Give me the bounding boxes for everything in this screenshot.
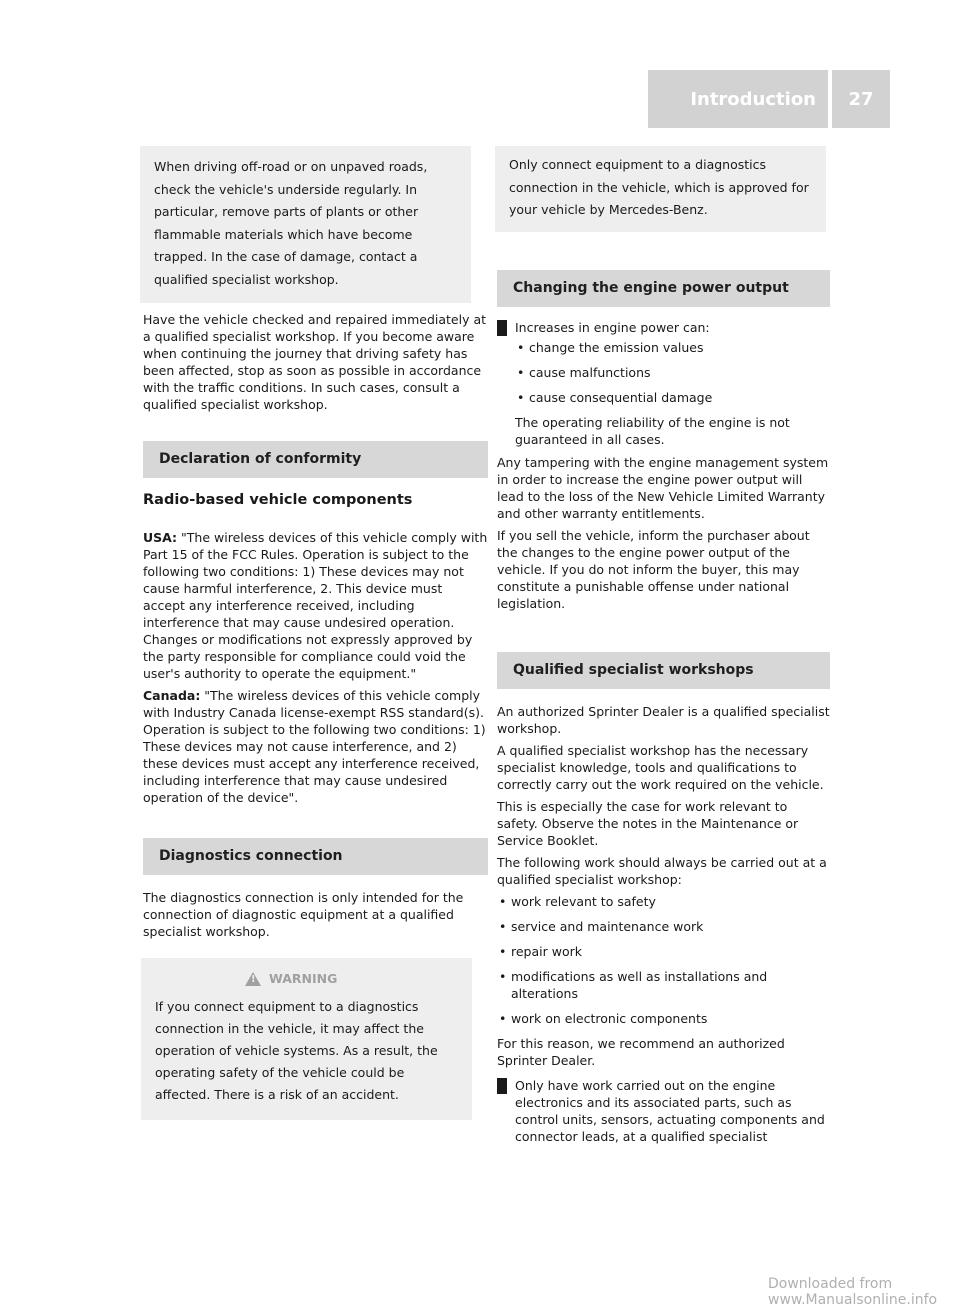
connect-note-box: [495, 146, 826, 232]
left-column: [143, 146, 488, 1120]
safety-paragraph: This is especially the case for work relevant to safety. Observe the notes in the Maintenance or Service Booklet.: [497, 798, 799, 848]
footer-watermark: Downloaded from www.Manualsonline.info: [768, 1276, 938, 1308]
list-item: • repair work: [509, 943, 830, 960]
usa-label: USA:: [143, 530, 178, 545]
usa-paragraph: [143, 529, 488, 682]
radio-subheading: Radio-based vehicle components: [143, 492, 413, 508]
workshop-work-list: [497, 893, 830, 1027]
page-number: 27: [832, 70, 890, 128]
declaration-heading: Declaration of conformity: [143, 441, 488, 478]
sell-paragraph: If you sell the vehicle, inform the purchaser about the changes to the engine power output of the vehicle. If you do not inform the buyer, this may constitute a punishable offense under national legislation.: [497, 527, 810, 611]
list-item: • change the emission values: [527, 339, 830, 356]
list-item: • work relevant to safety: [509, 893, 830, 910]
canada-paragraph: [143, 687, 488, 806]
notice-icon: [497, 320, 507, 336]
notice-icon: [497, 1078, 507, 1094]
workshops-heading: Qualified specialist workshops: [497, 652, 830, 689]
dealer-paragraph: An authorized Sprinter Dealer is a qualified specialist workshop.: [497, 703, 830, 736]
right-column: [497, 146, 830, 1151]
list-item: • cause malfunctions: [527, 364, 830, 381]
warning-label: WARNING: [269, 971, 338, 986]
engine-notice-body: [515, 319, 830, 448]
list-item: • cause consequential damage: [527, 389, 830, 406]
recommend-paragraph: For this reason, we recommend an authorized Sprinter Dealer.: [497, 1035, 785, 1068]
usa-text: "The wireless devices of this vehicle comply with Part 15 of the FCC Rules. Operation is subject to the following two conditions: 1) These devices may not cause harmful interference, 2. This device must accept any interference received, including interference that may cause undesired operation. Changes or modifications not expressly approved by the party responsible for compliance could void the user's authority to operate the equipment.": [143, 530, 488, 681]
knowledge-paragraph: A qualified specialist workshop has the necessary specialist knowledge, tools and qualifications to correctly carry out the work required on the vehicle.: [497, 742, 824, 792]
warning-triangle-icon: [245, 972, 261, 986]
repair-paragraph: Have the vehicle checked and repaired immediately at a qualified specialist workshop. If you become aware when continuing the journey that driving safety has been affected, stop as soon as possible in accordance with the traffic conditions. In such cases, consult a qualified specialist workshop.: [143, 312, 487, 412]
list-item: • modifications as well as installations and alterations: [509, 968, 830, 1002]
list-item: • work on electronic components: [509, 1010, 830, 1027]
following-paragraph: The following work should always be carried out at a qualified specialist workshop:: [497, 854, 827, 887]
canada-label: Canada:: [143, 688, 201, 703]
warning-header: [245, 968, 456, 990]
reliability-text: The operating reliability of the engine is not guaranteed in all cases.: [515, 414, 790, 447]
connect-note-text: Only connect equipment to a diagnostics connection in the vehicle, which is approved for your vehicle by Mercedes-Benz.: [509, 157, 809, 217]
engine-effects-list: [515, 339, 830, 406]
section-title: Introduction: [648, 70, 828, 128]
warning-box: [141, 958, 472, 1120]
electronics-notice-text: Only have work carried out on the engine electronics and its associated parts, such as control units, sensors, actuating components and connector leads, at a qualified specialist: [515, 1077, 825, 1144]
canada-text: "The wireless devices of this vehicle comply with Industry Canada license-exempt RSS standard(s). Operation is subject to the following two conditions: 1) These devices may not cause interference, and 2) these devices must accept any interference received, including interference that may cause undesired operation of the device".: [143, 688, 486, 805]
warning-text: If you connect equipment to a diagnostics connection in the vehicle, it may affect the operation of vehicle systems. As a result, the operating safety of the vehicle could be affected. There is a risk of an accident.: [155, 999, 438, 1102]
electronics-notice: [497, 1077, 830, 1145]
offroad-note-text: When driving off-road or on unpaved roads, check the vehicle's underside regularly. In particular, remove parts of plants or other flammable materials which have become trapped. In the case of damage, contact a qualified specialist workshop.: [154, 159, 428, 287]
diagnostics-heading: Diagnostics connection: [143, 838, 488, 875]
engine-notice: [497, 319, 830, 448]
offroad-note-box: [140, 146, 471, 303]
diagnostics-paragraph: The diagnostics connection is only intended for the connection of diagnostic equipment at a qualified specialist workshop.: [143, 890, 464, 939]
engine-notice-text: Increases in engine power can:: [515, 319, 710, 335]
list-item: • service and maintenance work: [509, 918, 830, 935]
tampering-paragraph: Any tampering with the engine management system in order to increase the engine power output will lead to the loss of the New Vehicle Limited Warranty and other warranty entitlements.: [497, 454, 829, 521]
page-header: [648, 70, 890, 128]
engine-heading: Changing the engine power output: [497, 270, 830, 307]
